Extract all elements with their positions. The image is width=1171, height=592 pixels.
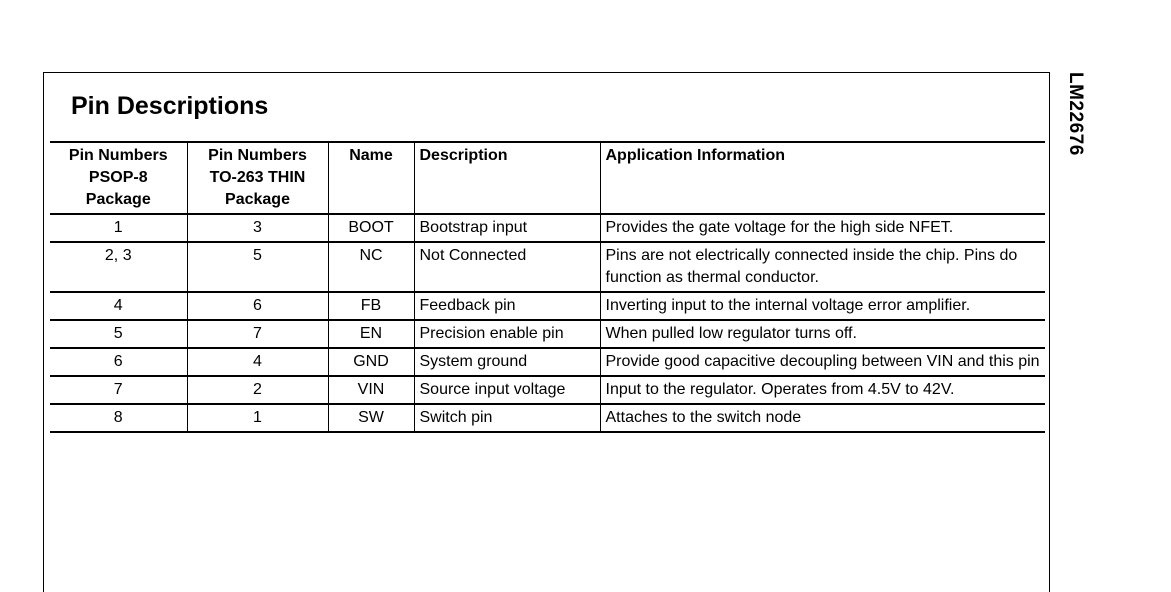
application-info-cell: Input to the regulator. Operates from 4.5V to 42V. bbox=[600, 376, 1045, 404]
description-cell: Feedback pin bbox=[414, 292, 600, 320]
table-row bbox=[50, 320, 1045, 348]
psop8-pin-cell: 4 bbox=[50, 292, 187, 320]
pin-descriptions-table bbox=[50, 141, 1045, 433]
description-cell: Not Connected bbox=[414, 242, 600, 292]
pin-name-cell: GND bbox=[328, 348, 414, 376]
table-row bbox=[50, 376, 1045, 404]
to263-pin-cell: 5 bbox=[187, 242, 328, 292]
psop8-pin-cell: 8 bbox=[50, 404, 187, 432]
psop8-pin-cell: 7 bbox=[50, 376, 187, 404]
description-cell: Switch pin bbox=[414, 404, 600, 432]
header-description: Description bbox=[414, 142, 600, 214]
application-info-cell: Inverting input to the internal voltage error amplifier. bbox=[600, 292, 1045, 320]
header-name: Name bbox=[328, 142, 414, 214]
application-info-cell: Attaches to the switch node bbox=[600, 404, 1045, 432]
application-info-cell: Provide good capacitive decoupling between VIN and this pin bbox=[600, 348, 1045, 376]
application-info-cell: Provides the gate voltage for the high side NFET. bbox=[600, 214, 1045, 242]
part-number-label: LM22676 bbox=[1065, 72, 1086, 156]
table-row bbox=[50, 242, 1045, 292]
description-cell: System ground bbox=[414, 348, 600, 376]
table-header-row bbox=[50, 142, 1045, 214]
description-cell: Bootstrap input bbox=[414, 214, 600, 242]
description-cell: Precision enable pin bbox=[414, 320, 600, 348]
section-title: Pin Descriptions bbox=[71, 92, 269, 120]
to263-pin-cell: 1 bbox=[187, 404, 328, 432]
to263-pin-cell: 4 bbox=[187, 348, 328, 376]
pin-name-cell: SW bbox=[328, 404, 414, 432]
to263-pin-cell: 7 bbox=[187, 320, 328, 348]
psop8-pin-cell: 1 bbox=[50, 214, 187, 242]
table-row bbox=[50, 348, 1045, 376]
header-to263-pin bbox=[187, 142, 328, 214]
pin-name-cell: BOOT bbox=[328, 214, 414, 242]
pin-name-cell: VIN bbox=[328, 376, 414, 404]
table-row bbox=[50, 404, 1045, 432]
table-row bbox=[50, 292, 1045, 320]
to263-pin-cell: 6 bbox=[187, 292, 328, 320]
header-to263-pin-label: Pin Numbers TO-263 THIN Package bbox=[208, 147, 307, 208]
pin-name-cell: FB bbox=[328, 292, 414, 320]
to263-pin-cell: 2 bbox=[187, 376, 328, 404]
table-row bbox=[50, 214, 1045, 242]
to263-pin-cell: 3 bbox=[187, 214, 328, 242]
psop8-pin-cell: 6 bbox=[50, 348, 187, 376]
psop8-pin-cell: 5 bbox=[50, 320, 187, 348]
header-application-info: Application Information bbox=[600, 142, 1045, 214]
psop8-pin-cell: 2, 3 bbox=[50, 242, 187, 292]
application-info-cell: When pulled low regulator turns off. bbox=[600, 320, 1045, 348]
header-psop8-pin-label: Pin Numbers PSOP-8 Package bbox=[68, 147, 168, 208]
application-info-cell: Pins are not electrically connected inside the chip. Pins do function as thermal conductor. bbox=[600, 242, 1045, 292]
description-cell: Source input voltage bbox=[414, 376, 600, 404]
pin-name-cell: NC bbox=[328, 242, 414, 292]
header-psop8-pin bbox=[50, 142, 187, 214]
pin-name-cell: EN bbox=[328, 320, 414, 348]
